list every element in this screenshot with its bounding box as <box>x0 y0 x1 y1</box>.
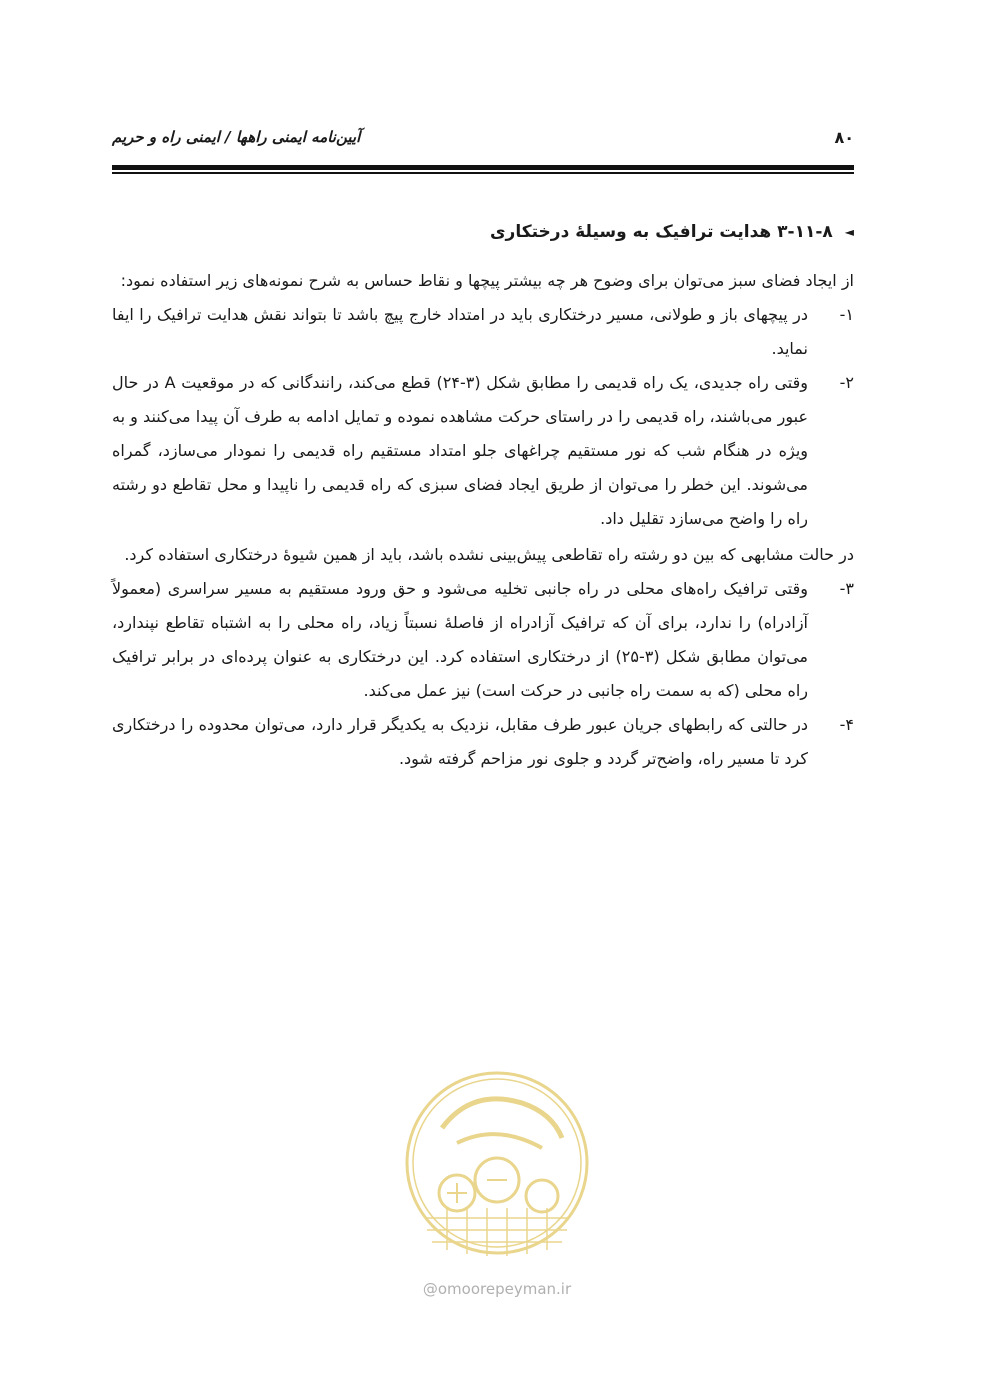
list-item-text: وقتی راه جدیدی، یک راه قدیمی را مطابق شکل (۳-۲۴) قطع می‌کند، رانندگانی که در موقعیت A در حال عبور می‌باشند، راه قدیمی را در راستای حرکت مشاهده نموده و تمایل ادامه به طرف آن پیدا می‌کنند و به ویژه در هنگام شب که نور مستقیم چراغهای جلو امتداد مستقیم راه قدیمی را نمودار می‌سازد، گمراه می‌شوند. این خطر را می‌توان از طریق ایجاد فضای سبزی که راه قدیمی را ناپیدا و محل تقاطع دو رشته راه را واضح می‌سازد تقلیل داد. <box>112 373 808 528</box>
list-item-text: وقتی ترافیک راه‌های محلی در راه جانبی تخلیه می‌شود و حق ورود مستقیم به مسیر سراسری (معمولاً آزادراه) را ندارد، برای آن که ترافیک آزادراه از فاصلهٔ نسبتاً زیاد، راه محلی را به اشتباه تقاطع نپندارد، می‌توان مطابق شکل (۳-۲۵) از درختکاری استفاده کرد. این درختکاری به عنوان پرده‌ای در برابر ترافیک راه محلی (که به سمت راه جانبی در حرکت است) نیز عمل می‌کند. <box>112 579 809 700</box>
header-rule-thick <box>112 165 854 170</box>
list-item <box>112 572 854 708</box>
bullet-arrow-icon: ◄ <box>844 225 854 239</box>
list-item-text: در پیچهای باز و طولانی، مسیر درختکاری باید در امتداد خارج پیچ باشد تا بتواند نقش هدایت ترافیک را ایفا نماید. <box>112 305 808 358</box>
list-item-number: ۱- <box>839 305 854 324</box>
list-item-number: ۳- <box>839 579 854 598</box>
page-header <box>112 128 854 152</box>
watermark-text: @omoorepeyman.ir <box>422 1280 572 1298</box>
list-item-text: در حالتی که رابطهای جریان عبور طرف مقابل، نزدیک به یکدیگر قرار دارد، می‌توان محدوده را درختکاری کرد تا مسیر راه، واضح‌تر گردد و جلوی نور مزاحم گرفته شود. <box>112 715 808 768</box>
list-item <box>112 298 854 366</box>
page-number: ۸۰ <box>834 128 854 147</box>
body-text <box>112 264 854 776</box>
intro-paragraph: از ایجاد فضای سبز می‌توان برای وضوح هر چه بیشتر پیچها و نقاط حساس به شرح نمونه‌های زیر استفاده نمود: <box>120 271 854 290</box>
list-item-number: ۴- <box>839 715 854 734</box>
section-heading <box>490 222 854 242</box>
header-rule-thin <box>112 172 854 174</box>
list-item-number: ۲- <box>839 373 854 392</box>
omoore-peyman-seal-icon <box>402 1068 592 1258</box>
running-title: آیین‌نامه ایمنی راهها / ایمنی راه و حریم <box>112 128 361 146</box>
list-item <box>112 366 854 536</box>
section-heading-text: ۳-۱۱-۸ هدایت ترافیک به وسیلهٔ درختکاری <box>489 222 833 242</box>
list-item <box>112 708 854 776</box>
note-paragraph: در حالت مشابهی که بین دو رشته راه تقاطعی پیش‌بینی نشده باشد، باید از همین شیوهٔ درختکاری استفاده کرد. <box>124 545 854 564</box>
